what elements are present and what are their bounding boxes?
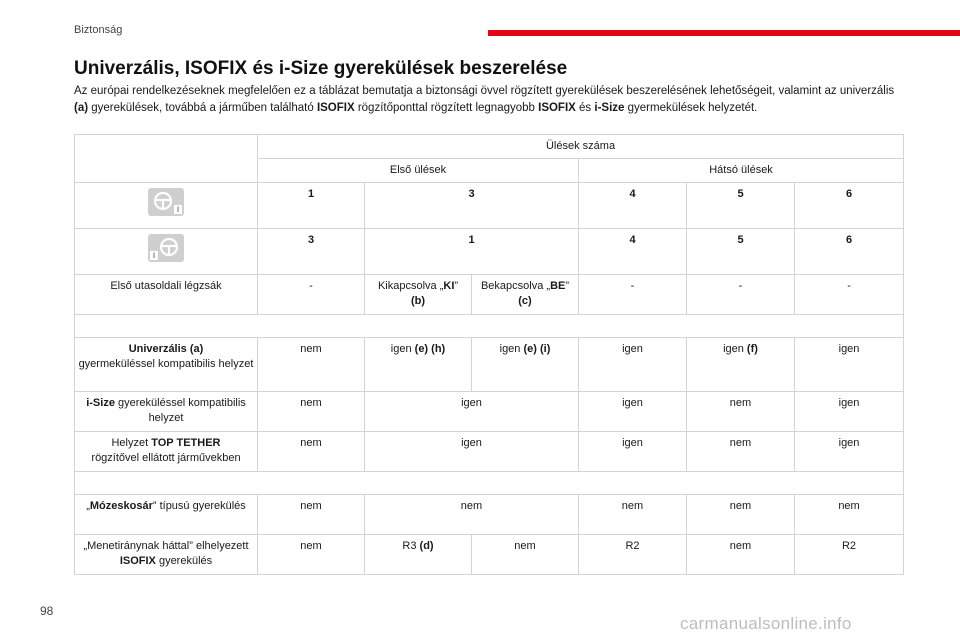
page-number: 98 xyxy=(40,604,54,618)
rearward-seat-5: nem xyxy=(687,535,795,575)
rhd-seat-3: 3 xyxy=(258,229,365,275)
header-accent-bar xyxy=(488,30,960,36)
isize-seat-5: nem xyxy=(687,392,795,432)
carrycot-seat-6: nem xyxy=(795,495,904,535)
carrycot-seat-4: nem xyxy=(579,495,687,535)
toptether-row xyxy=(75,432,904,472)
child-seat-table xyxy=(74,134,904,575)
section-label: Biztonság xyxy=(74,24,123,36)
steering-wheel-icon xyxy=(147,233,185,263)
intro-paragraph: Az európai rendelkezéseknek megfelelően ez a táblázat bemutatja a biztonsági övvel rögzített gyerekülések beszerelésének lehetőségeit, valamint az univerzális (a) gyerekülések, továbbá a járműben található ISOFIX rögzítőponttal rögzített legnagyobb ISOFIX és i-Size gyermekülések helyzetét. xyxy=(74,85,895,114)
watermark: carmanualsonline.info xyxy=(680,614,852,633)
rhd-seat-6: 6 xyxy=(795,229,904,275)
airbag-seat-1: - xyxy=(258,275,365,315)
carrycot-label: „Mózeskosár” típusú gyerekülés xyxy=(75,495,258,535)
seat-count-header-row xyxy=(75,135,904,159)
lhd-icon-cell xyxy=(75,183,258,229)
carrycot-seat-3: nem xyxy=(365,495,579,535)
rear-seats-header: Hátsó ülések xyxy=(579,159,904,183)
lhd-seat-5: 5 xyxy=(687,183,795,229)
carrycot-seat-1: nem xyxy=(258,495,365,535)
seat-count-header: Ülések száma xyxy=(258,135,904,159)
rearward-label: „Menetiránynak háttal” elhelyezett ISOFIX gyerekülés xyxy=(75,535,258,575)
lhd-seat-6: 6 xyxy=(795,183,904,229)
rhd-icon-cell xyxy=(75,229,258,275)
toptether-seat-4: igen xyxy=(579,432,687,472)
universal-seat-3-off: igen (e) (h) xyxy=(365,338,472,392)
carrycot-seat-5: nem xyxy=(687,495,795,535)
isize-seat-6: igen xyxy=(795,392,904,432)
isize-seat-1: nem xyxy=(258,392,365,432)
universal-row xyxy=(75,338,904,392)
airbag-on-cell: Bekapcsolva „BE” (c) xyxy=(472,275,579,315)
lhd-seat-4: 4 xyxy=(579,183,687,229)
rearward-seat-3-off: R3 (d) xyxy=(365,535,472,575)
rhd-seat-5: 5 xyxy=(687,229,795,275)
table-row xyxy=(75,229,904,275)
rearward-seat-1: nem xyxy=(258,535,365,575)
rhd-seat-4: 4 xyxy=(579,229,687,275)
rearward-seat-6: R2 xyxy=(795,535,904,575)
toptether-seat-1: nem xyxy=(258,432,365,472)
rearward-seat-4: R2 xyxy=(579,535,687,575)
lhd-seat-3: 3 xyxy=(365,183,579,229)
table-spacer xyxy=(75,315,904,338)
universal-label: Univerzális (a) gyermeküléssel kompatibilis helyzet xyxy=(75,338,258,392)
isize-seat-4: igen xyxy=(579,392,687,432)
page-title: Univerzális, ISOFIX és i-Size gyerekülések beszerelése xyxy=(74,58,568,79)
universal-seat-3-on: igen (e) (i) xyxy=(472,338,579,392)
table-spacer xyxy=(75,472,904,495)
universal-seat-4: igen xyxy=(579,338,687,392)
front-seats-header: Első ülések xyxy=(258,159,579,183)
toptether-label: Helyzet TOP TETHER rögzítővel ellátott járművekben xyxy=(75,432,258,472)
toptether-seat-6: igen xyxy=(795,432,904,472)
blank-header-cell xyxy=(75,135,258,183)
steering-wheel-icon xyxy=(147,187,185,217)
airbag-off-cell: Kikapcsolva „KI” (b) xyxy=(365,275,472,315)
airbag-label: Első utasoldali légzsák xyxy=(75,275,258,315)
universal-seat-1: nem xyxy=(258,338,365,392)
universal-seat-5: igen (f) xyxy=(687,338,795,392)
table-row xyxy=(75,183,904,229)
universal-seat-6: igen xyxy=(795,338,904,392)
isize-row xyxy=(75,392,904,432)
toptether-seat-3: igen xyxy=(365,432,579,472)
rhd-seat-1: 1 xyxy=(365,229,579,275)
toptether-seat-5: nem xyxy=(687,432,795,472)
lhd-seat-1: 1 xyxy=(258,183,365,229)
rearward-row xyxy=(75,535,904,575)
isize-label: i-Size gyereküléssel kompatibilis helyzet xyxy=(75,392,258,432)
airbag-seat-5: - xyxy=(687,275,795,315)
airbag-seat-6: - xyxy=(795,275,904,315)
carrycot-row xyxy=(75,495,904,535)
airbag-row xyxy=(75,275,904,315)
rearward-seat-3-on: nem xyxy=(472,535,579,575)
airbag-seat-4: - xyxy=(579,275,687,315)
isize-seat-3: igen xyxy=(365,392,579,432)
